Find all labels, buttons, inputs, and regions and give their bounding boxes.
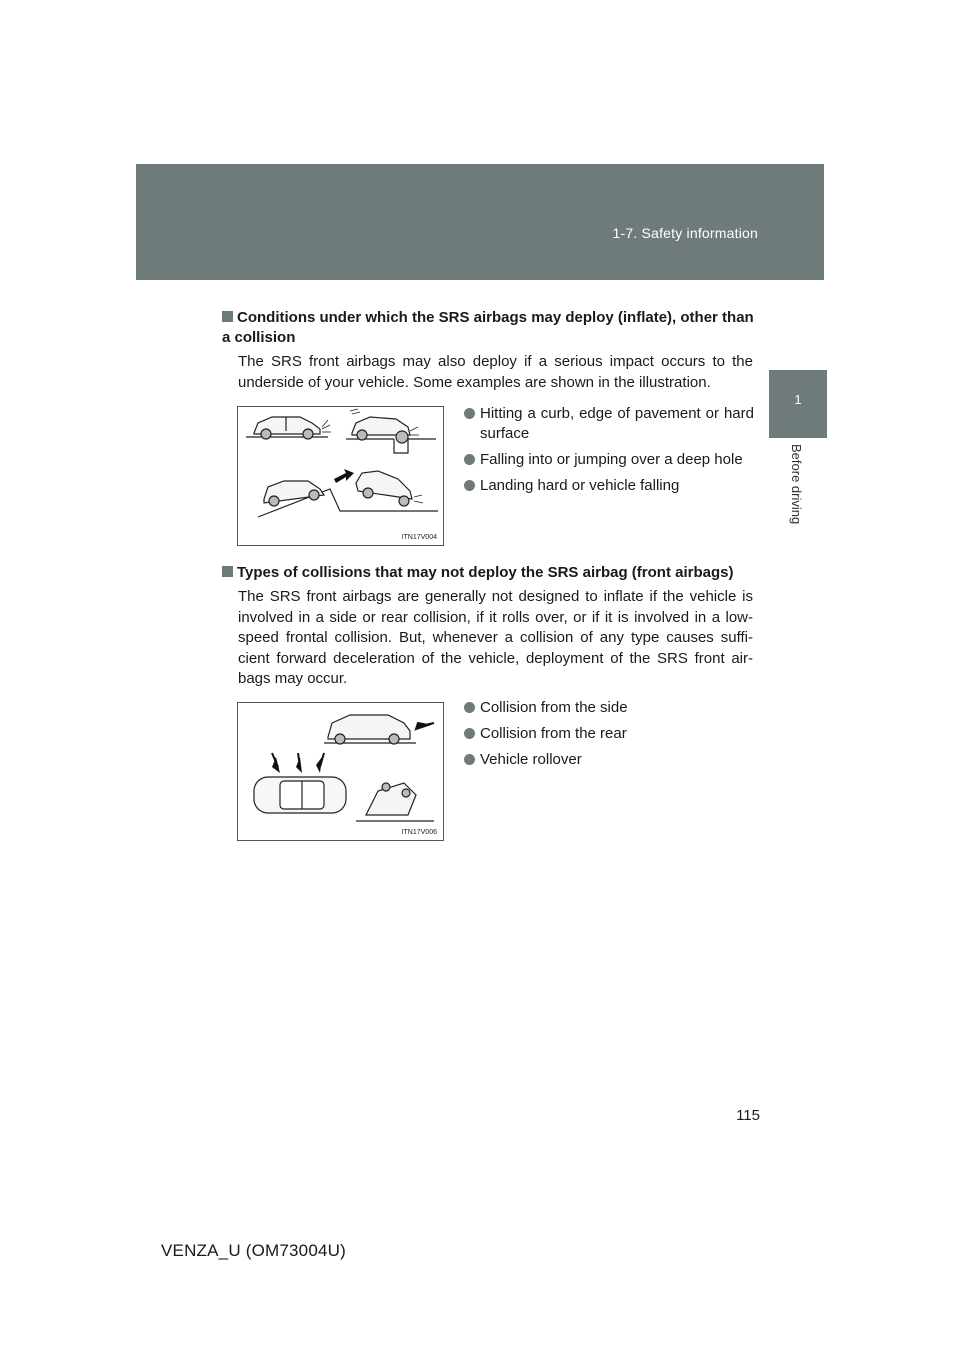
- square-bullet-icon: [222, 311, 233, 322]
- bullet-list-deploy-conditions: [464, 404, 754, 502]
- document-code: VENZA_U (OM73004U): [161, 1241, 346, 1260]
- bullet-list-collision-types: [464, 698, 754, 776]
- bullet-dot-icon: [464, 728, 475, 739]
- list-item: Falling into or jumping over a deep hole: [464, 450, 754, 470]
- list-item: Vehicle rollover: [464, 750, 754, 770]
- illustration-non-deploy-collisions: [237, 702, 444, 841]
- section-heading-deploy-conditions: [222, 308, 755, 348]
- square-bullet-icon: [222, 566, 233, 577]
- collision-types-illustration: [238, 703, 443, 840]
- car-impact-illustration: [238, 407, 443, 545]
- header-band: [136, 164, 824, 280]
- bullet-dot-icon: [464, 702, 475, 713]
- section-title: 1-7. Safety information: [612, 225, 758, 241]
- section1-body: The SRS front airbags may also deploy if a serious impact occurs to the underside of your vehicle. Some examples are shown in the illustration.: [238, 353, 753, 391]
- heading-text: Types of collisions that may not deploy the SRS airbag (front airbags): [237, 564, 734, 581]
- bullet-dot-icon: [464, 454, 475, 465]
- bullet-dot-icon: [464, 408, 475, 419]
- illustration-deploy-conditions: [237, 406, 444, 546]
- figure-code: ITN17V006: [401, 829, 437, 836]
- section-heading-non-deploy-collisions: [222, 563, 755, 583]
- page-number: 115: [736, 1107, 760, 1124]
- figure-code: ITN17V004: [401, 534, 437, 541]
- bullet-dot-icon: [464, 754, 475, 765]
- chapter-number: 1: [794, 392, 802, 407]
- section2-body: The SRS front airbags are generally not designed to inflate if the vehicle is involved in a side or rear collision, if it rolls over, or if it is involved in a low-speed frontal collision. But, whenever a collision of any type causes suffi-cient forward deceleration of the vehicle, deployment of the SRS front air-bags may occur.: [238, 588, 753, 687]
- list-item: Collision from the side: [464, 698, 754, 718]
- list-item: Collision from the rear: [464, 724, 754, 744]
- list-item: Landing hard or vehicle falling: [464, 476, 754, 496]
- chapter-label: Before driving: [789, 444, 804, 525]
- chapter-tab: [769, 370, 827, 438]
- heading-text: Conditions under which the SRS airbags may deploy (inflate), other than a collision: [222, 309, 754, 346]
- bullet-dot-icon: [464, 480, 475, 491]
- list-item: Hitting a curb, edge of pavement or hard surface: [464, 404, 754, 444]
